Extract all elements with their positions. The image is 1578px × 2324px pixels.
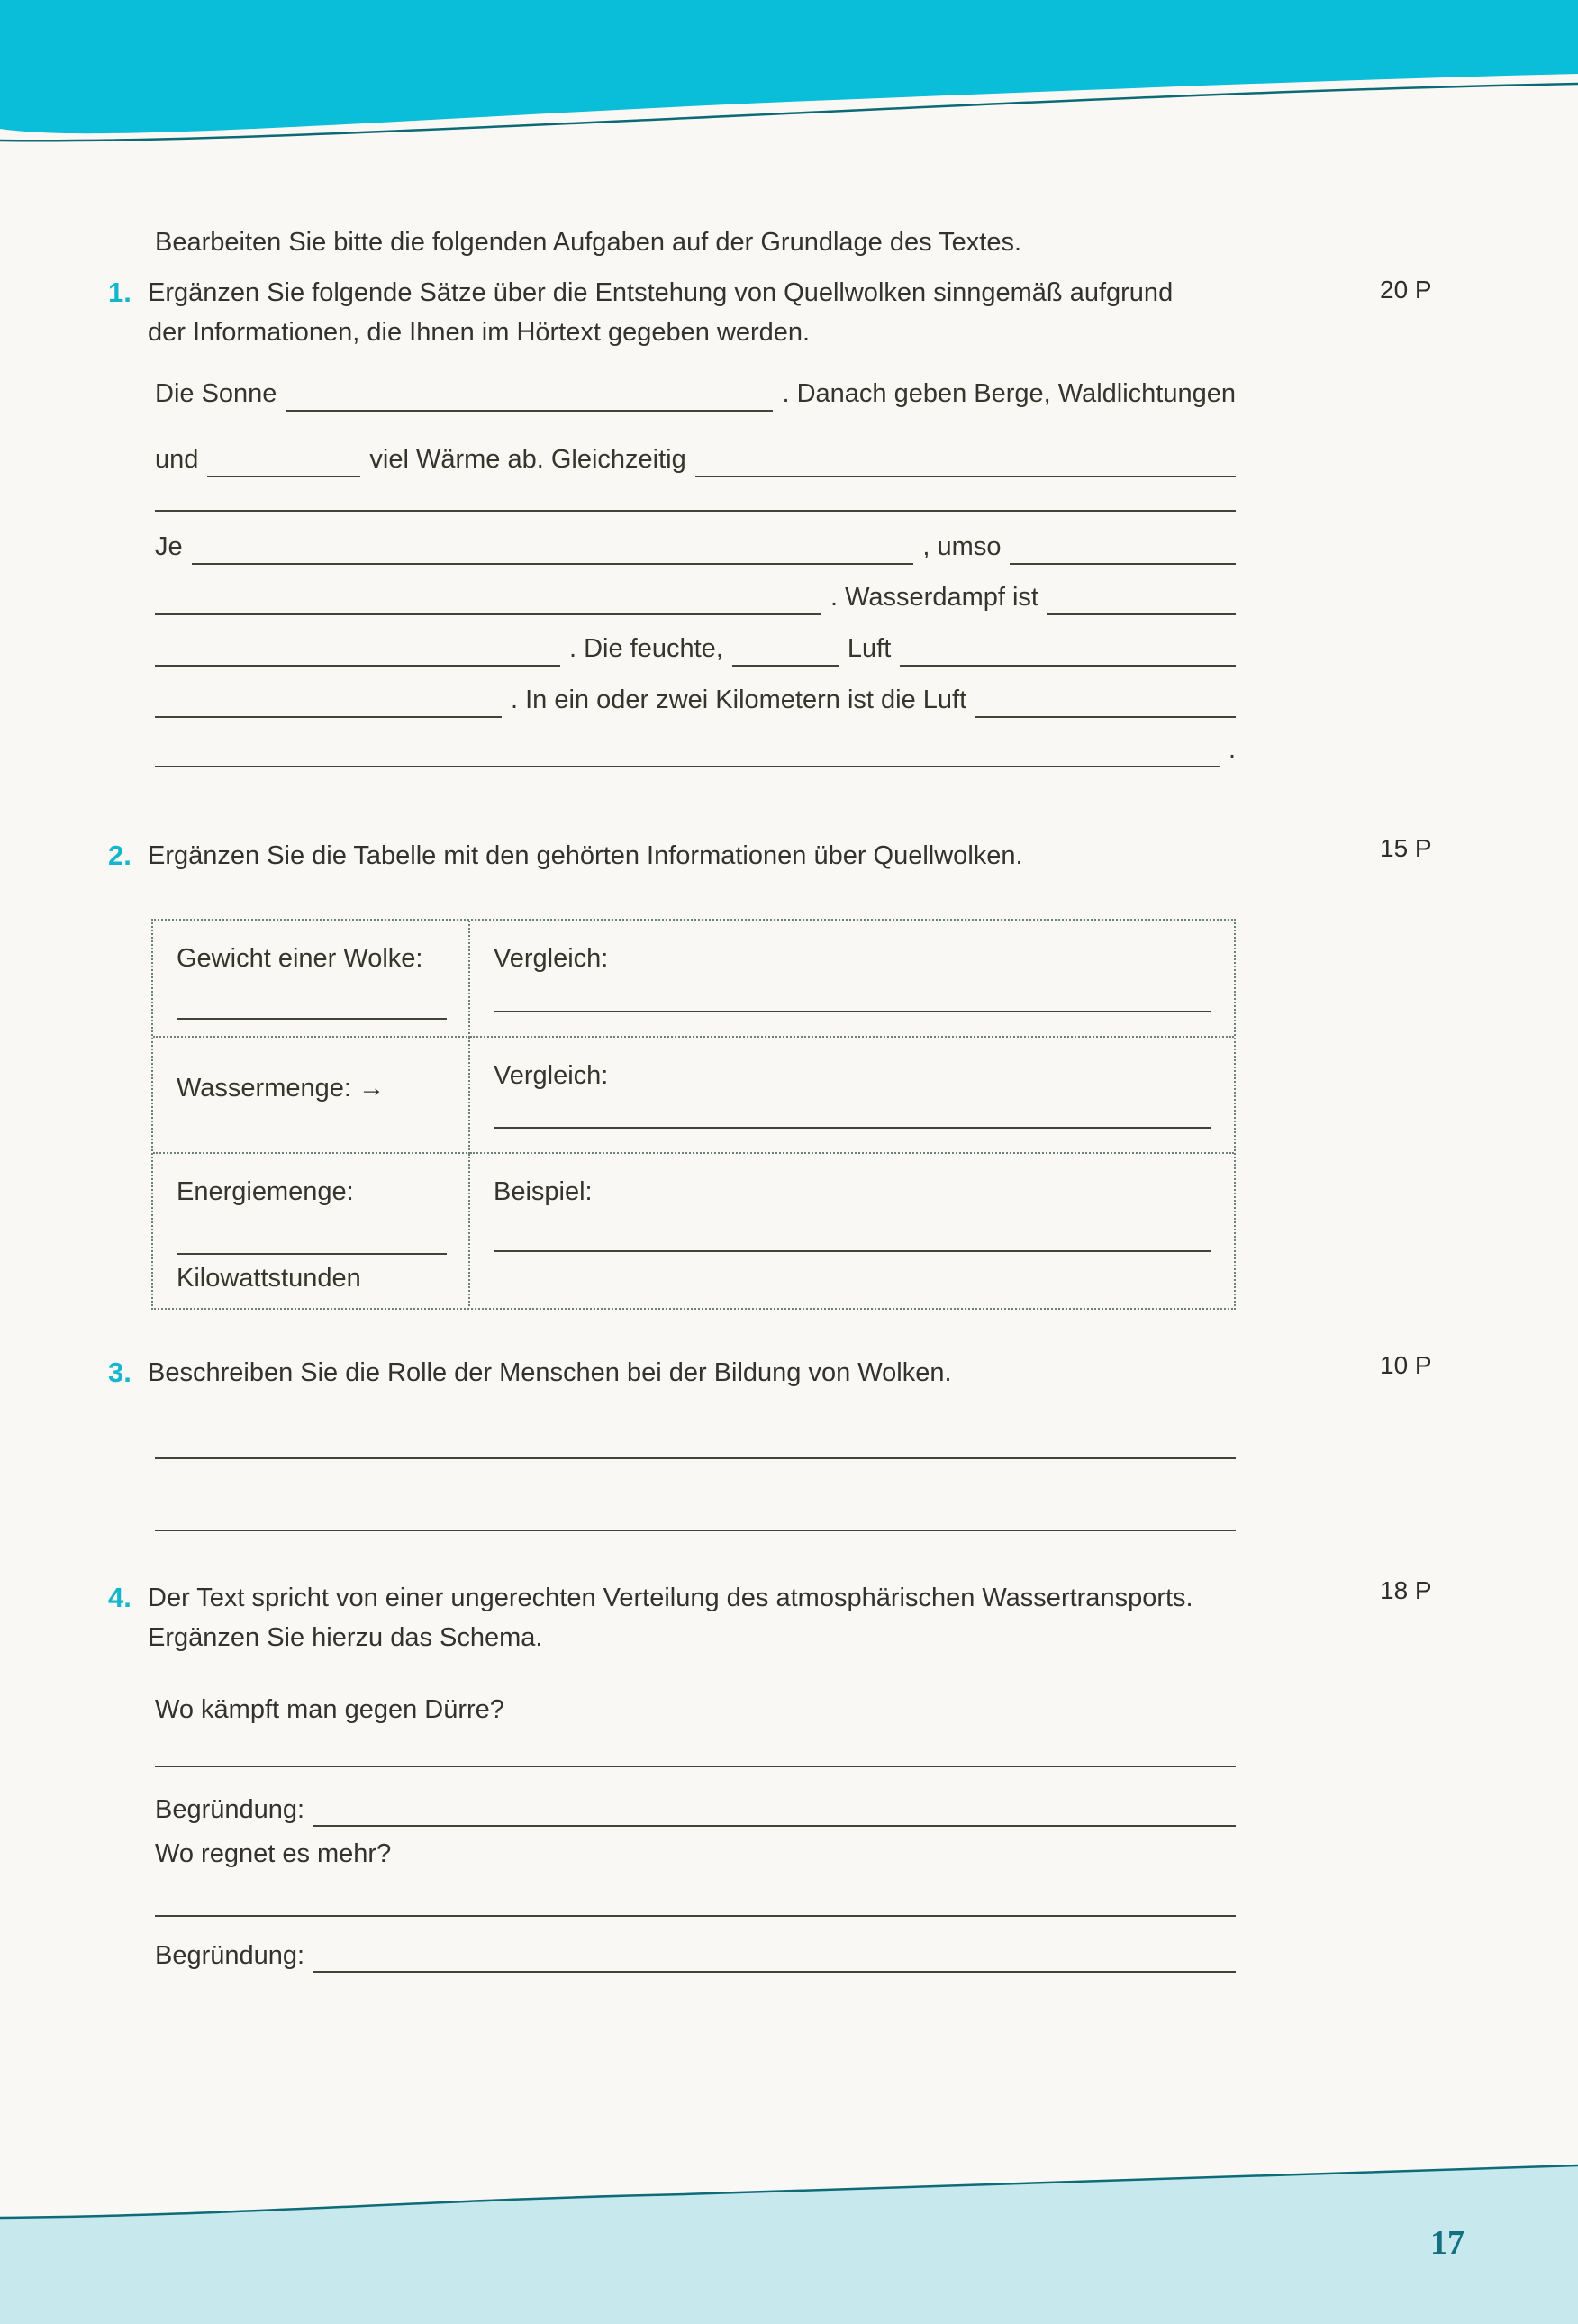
answer-blank[interactable] bbox=[975, 716, 1236, 718]
exercise-3-header bbox=[108, 1353, 1306, 1393]
intro-text: Bearbeiten Sie bitte die folgenden Aufgaben auf der Grundlage des Textes. bbox=[155, 228, 1021, 257]
header-band bbox=[0, 0, 1578, 153]
table-label-water: Wassermenge: → bbox=[177, 1074, 385, 1103]
footer-band bbox=[0, 2162, 1578, 2324]
answer-blank[interactable] bbox=[1010, 563, 1236, 565]
cloze-line-8-end: . bbox=[1228, 735, 1236, 764]
table-label-kilowatt: Kilowattstunden bbox=[177, 1264, 361, 1293]
exercise-2-instruction: Ergänzen Sie die Tabelle mit den gehörten Informationen über Quellwolken. bbox=[148, 841, 1023, 870]
cloze-line-2-mid: viel Wärme ab. Gleichzeitig bbox=[369, 445, 686, 474]
answer-blank[interactable] bbox=[177, 1253, 447, 1255]
cloze-line-7-mid: . In ein oder zwei Kilometern ist die Luft bbox=[511, 685, 967, 714]
answer-blank[interactable] bbox=[155, 1530, 1236, 1531]
table-label-energy: Energiemenge: bbox=[177, 1177, 354, 1206]
table-cell-energy[interactable] bbox=[153, 1154, 470, 1306]
answer-blank[interactable] bbox=[155, 1915, 1236, 1917]
cloud-facts-table bbox=[151, 919, 1236, 1310]
cloze-line-2-pre: und bbox=[155, 445, 199, 474]
question-drought: Wo kämpft man gegen Dürre? bbox=[155, 1695, 504, 1724]
exercise-4-points: 18 P bbox=[1380, 1576, 1432, 1604]
exercise-1-points: 20 P bbox=[1380, 276, 1432, 304]
answer-blank[interactable] bbox=[177, 1018, 447, 1020]
answer-blank[interactable] bbox=[155, 716, 502, 718]
table-cell-energy-example[interactable] bbox=[470, 1154, 1234, 1306]
cloze-line-8 bbox=[155, 726, 1236, 767]
exercise-1-number: 1. bbox=[108, 277, 132, 308]
table-label-comparison-2: Vergleich: bbox=[494, 1061, 609, 1090]
reason-row-2 bbox=[155, 1935, 1236, 1973]
exercise-3-answer-line-2 bbox=[155, 1490, 1236, 1531]
exercise-1-instruction: Ergänzen Sie folgende Sätze über die Entstehung von Quellwolken sinngemäß aufgrund der Informationen, die Ihnen im Hörtext gegeben werden. bbox=[148, 278, 1174, 347]
cloze-line-7 bbox=[155, 676, 1236, 718]
table-cell-weight[interactable] bbox=[153, 921, 470, 1038]
cloze-line-4 bbox=[155, 523, 1236, 565]
answer-blank[interactable] bbox=[155, 1766, 1236, 1767]
table-label-example: Beispiel: bbox=[494, 1177, 593, 1206]
cloze-line-6-mid2: Luft bbox=[847, 634, 892, 663]
reason-label-2: Begründung: bbox=[155, 1941, 305, 1970]
exercise-4-number: 4. bbox=[108, 1582, 132, 1613]
answer-blank[interactable] bbox=[1047, 613, 1236, 615]
cloze-line-1-pre: Die Sonne bbox=[155, 379, 277, 408]
exercise-2-points: 15 P bbox=[1380, 834, 1432, 862]
answer-blank[interactable] bbox=[313, 1971, 1236, 1973]
answer-blank[interactable] bbox=[192, 563, 914, 565]
cloze-line-4-mid: , umso bbox=[922, 532, 1002, 561]
table-cell-water-comparison[interactable] bbox=[470, 1038, 1234, 1154]
exercise-1-header bbox=[108, 273, 1306, 352]
exercise-4-header bbox=[108, 1578, 1306, 1657]
exercise-3-points: 10 P bbox=[1380, 1351, 1432, 1379]
exercise-3-number: 3. bbox=[108, 1357, 132, 1388]
cloze-line-1 bbox=[155, 370, 1236, 412]
cloze-line-1-post: . Danach geben Berge, Waldlichtungen bbox=[782, 379, 1236, 408]
answer-blank[interactable] bbox=[155, 613, 821, 615]
answer-blank[interactable] bbox=[494, 1127, 1211, 1129]
answer-blank[interactable] bbox=[494, 1011, 1211, 1012]
reason-label-1: Begründung: bbox=[155, 1795, 305, 1824]
answer-blank[interactable] bbox=[155, 510, 1236, 512]
rain-answer-line bbox=[155, 1875, 1236, 1917]
table-label-comparison-1: Vergleich: bbox=[494, 944, 609, 973]
exercise-3-answer-line-1 bbox=[155, 1418, 1236, 1459]
cloze-line-6-mid1: . Die feuchte, bbox=[569, 634, 723, 663]
table-cell-water[interactable] bbox=[153, 1038, 470, 1154]
table-cell-weight-comparison[interactable] bbox=[470, 921, 1234, 1038]
footer-band-shape bbox=[0, 2165, 1578, 2324]
answer-blank[interactable] bbox=[732, 665, 839, 667]
answer-blank[interactable] bbox=[155, 1457, 1236, 1459]
answer-blank[interactable] bbox=[155, 766, 1220, 767]
exercise-3-instruction: Beschreiben Sie die Rolle der Menschen bei der Bildung von Wolken. bbox=[148, 1358, 952, 1387]
answer-blank[interactable] bbox=[286, 410, 773, 412]
answer-blank[interactable] bbox=[900, 665, 1236, 667]
exercise-2-header bbox=[108, 836, 1306, 876]
answer-blank[interactable] bbox=[313, 1825, 1236, 1827]
cloze-line-4-pre: Je bbox=[155, 532, 183, 561]
drought-answer-line bbox=[155, 1726, 1236, 1767]
exercise-2-number: 2. bbox=[108, 840, 132, 871]
answer-blank[interactable] bbox=[494, 1250, 1211, 1252]
question-rain: Wo regnet es mehr? bbox=[155, 1839, 392, 1868]
table-label-weight: Gewicht einer Wolke: bbox=[177, 944, 423, 973]
cloze-line-3 bbox=[155, 470, 1236, 512]
reason-row-1 bbox=[155, 1789, 1236, 1827]
cloze-line-6 bbox=[155, 625, 1236, 667]
exercise-4-instruction: Der Text spricht von einer ungerechten Verteilung des atmosphärischen Wassertransports. Ergänzen Sie hierzu das Schema. bbox=[148, 1584, 1193, 1652]
cloze-line-5-mid: . Wasserdampf ist bbox=[830, 583, 1038, 612]
answer-blank[interactable] bbox=[155, 665, 560, 667]
cloze-line-5 bbox=[155, 574, 1236, 615]
page-number: 17 bbox=[1430, 2224, 1465, 2262]
